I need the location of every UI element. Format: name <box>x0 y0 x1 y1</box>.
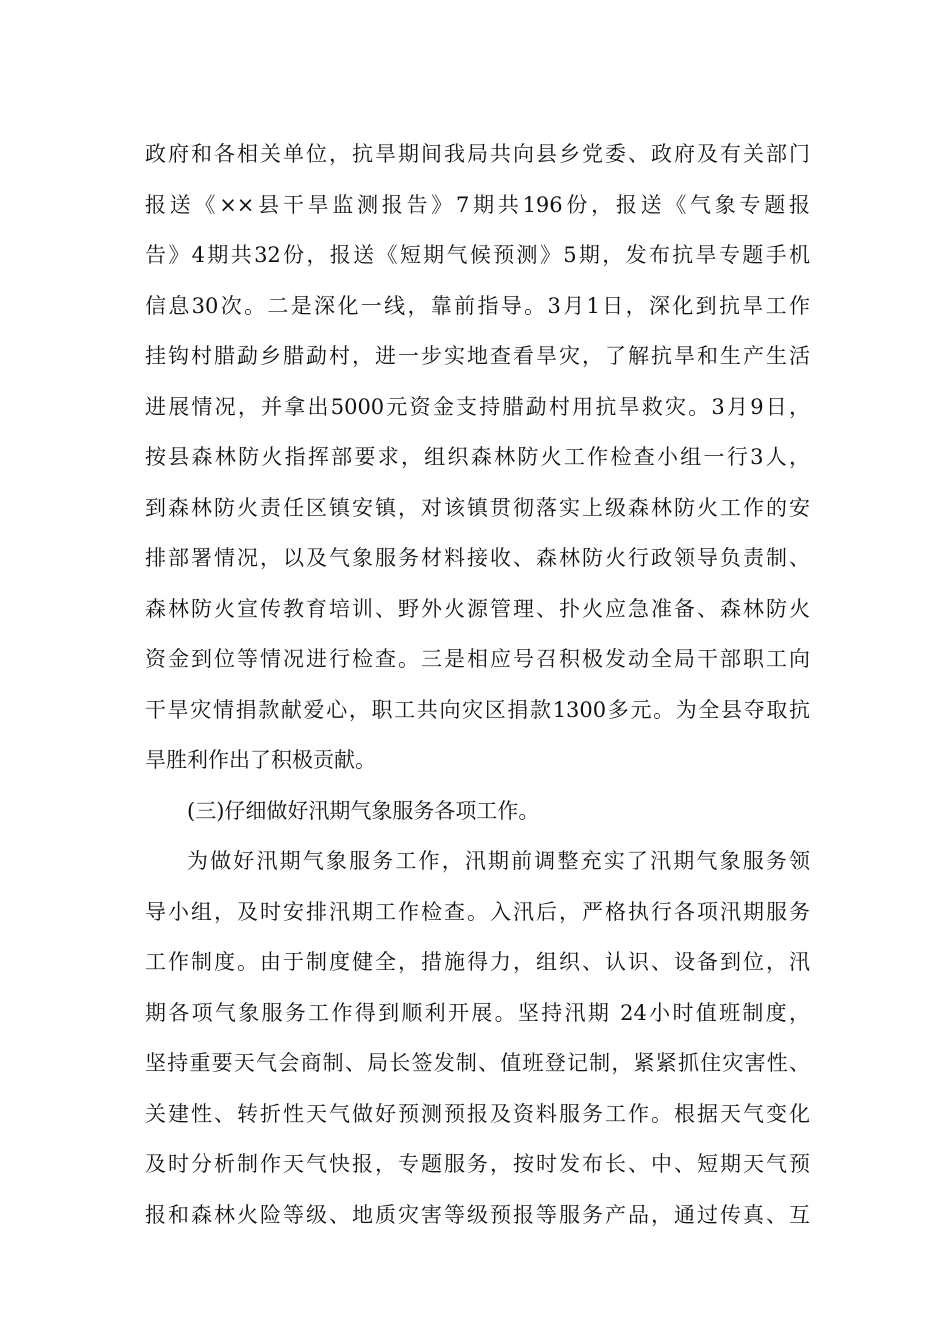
paragraph-end-line: 旱胜利作出了积极贡献。 <box>145 748 376 772</box>
text-line: 期各项气象服务工作得到顺利开展。坚持汛期 24小时值班制度， <box>145 1000 810 1025</box>
text-line: 坚持重要天气会商制、局长签发制、值班登记制，紧紧抓住灾害性、 <box>145 1051 810 1075</box>
text-line: 进展情况，并拿出5000元资金支持腊勐村用抗旱救灾。3月9日， <box>145 394 810 419</box>
text-line: 排部署情况，以及气象服务材料接收、森林防火行政领导负责制、 <box>145 546 810 570</box>
text-line: 政府和各相关单位，抗旱期间我局共向县乡党委、政府及有关部门 <box>145 142 810 166</box>
text-line: 及时分析制作天气快报，专题服务，按时发布长、中、短期天气预 <box>145 1152 810 1176</box>
text-line: 导小组，及时安排汛期工作检查。入汛后，严格执行各项汛期服务 <box>145 899 810 924</box>
paragraph-first-line: 为做好汛期气象服务工作，汛期前调整充实了汛期气象服务领 <box>187 849 810 873</box>
text-line: 森林防火宣传教育培训、野外火源管理、扑火应急准备、森林防火 <box>145 596 810 621</box>
text-line: 到森林防火责任区镇安镇，对该镇贯彻落实上级森林防火工作的安 <box>145 495 810 520</box>
text-line: 干旱灾情捐款献爱心，职工共向灾区捐款1300多元。为全县夺取抗 <box>145 697 810 722</box>
document-body <box>145 129 810 1240</box>
text-line: 工作制度。由于制度健全，措施得力，组织、认识、设备到位，汛 <box>145 950 810 974</box>
text-line: 按县森林防火指挥部要求，组织森林防火工作检查小组一行3人， <box>145 445 810 469</box>
text-line: 信息30次。二是深化一线，靠前指导。3月1日，深化到抗旱工作 <box>145 293 810 318</box>
text-line: 挂钩村腊勐乡腊勐村，进一步实地查看旱灾，了解抗旱和生产生活 <box>145 344 810 368</box>
section-heading: (三)仔细做好汛期气象服务各项工作。 <box>187 798 540 823</box>
text-line: 报送《××县干旱监测报告》7期共196份，报送《气象专题报 <box>145 192 810 217</box>
text-line: 关建性、转折性天气做好预测预报及资料服务工作。根据天气变化 <box>145 1101 810 1126</box>
text-line: 资金到位等情况进行检查。三是相应号召积极发动全局干部职工向 <box>145 647 810 671</box>
text-line: 告》4期共32份，报送《短期气候预测》5期，发布抗旱专题手机 <box>145 243 810 267</box>
text-line: 报和森林火险等级、地质灾害等级预报等服务产品，通过传真、互 <box>145 1202 810 1227</box>
